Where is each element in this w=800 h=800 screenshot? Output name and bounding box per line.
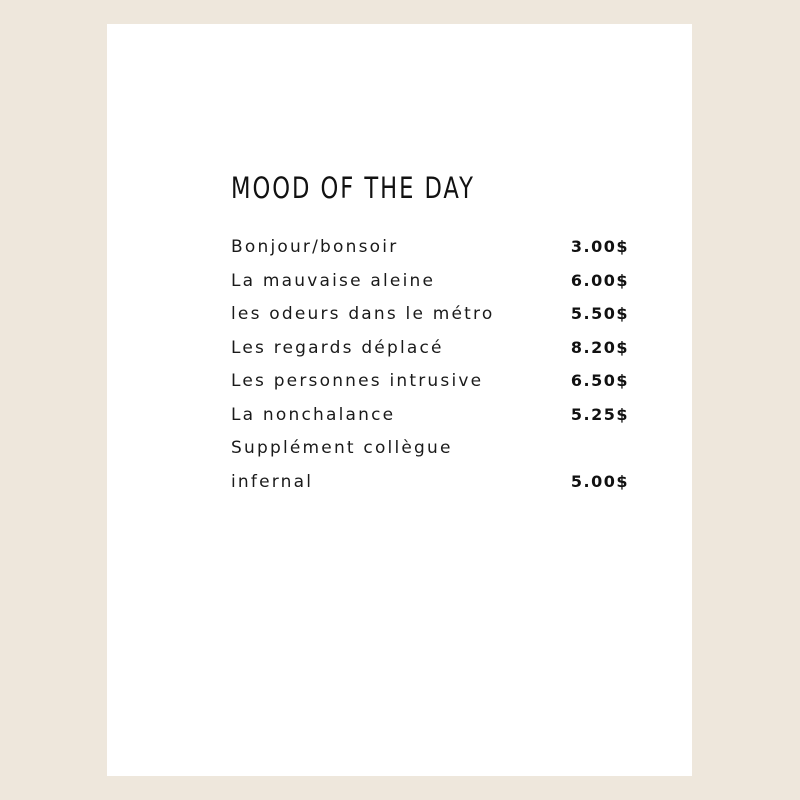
menu-item-name: Bonjour/bonsoir — [231, 237, 399, 257]
menu-item-name: les odeurs dans le métro — [231, 304, 495, 324]
menu-item-row — [231, 269, 629, 303]
menu-item-name: La mauvaise aleine — [231, 270, 436, 291]
menu-item-row — [231, 403, 629, 437]
menu-item-price: 6.50$ — [570, 371, 629, 390]
menu-item-price: 8.20$ — [570, 337, 629, 357]
menu-item-row — [231, 369, 629, 403]
menu-item-price: 5.25$ — [570, 404, 629, 424]
menu-item-row — [231, 336, 629, 370]
menu-item-name: Les personnes intrusive — [231, 371, 484, 391]
menu-item-price: 5.50$ — [570, 304, 629, 323]
menu-sheet — [107, 24, 692, 776]
menu-item-name: La nonchalance — [231, 404, 396, 425]
menu-item-row — [231, 235, 629, 269]
menu-title: MOOD OF THE DAY — [231, 171, 475, 205]
menu-item-name: Les regards déplacé — [231, 337, 444, 358]
menu-list — [231, 235, 629, 503]
menu-item-price: 5.00$ — [570, 471, 629, 491]
menu-item-row — [231, 470, 629, 504]
menu-item-row — [231, 302, 629, 336]
menu-item-name: infernal — [231, 471, 314, 492]
menu-item-price: 3.00$ — [570, 237, 629, 256]
menu-item-row — [231, 436, 629, 470]
menu-item-name: Supplément collègue — [231, 438, 453, 458]
menu-item-price: 6.00$ — [570, 270, 629, 290]
